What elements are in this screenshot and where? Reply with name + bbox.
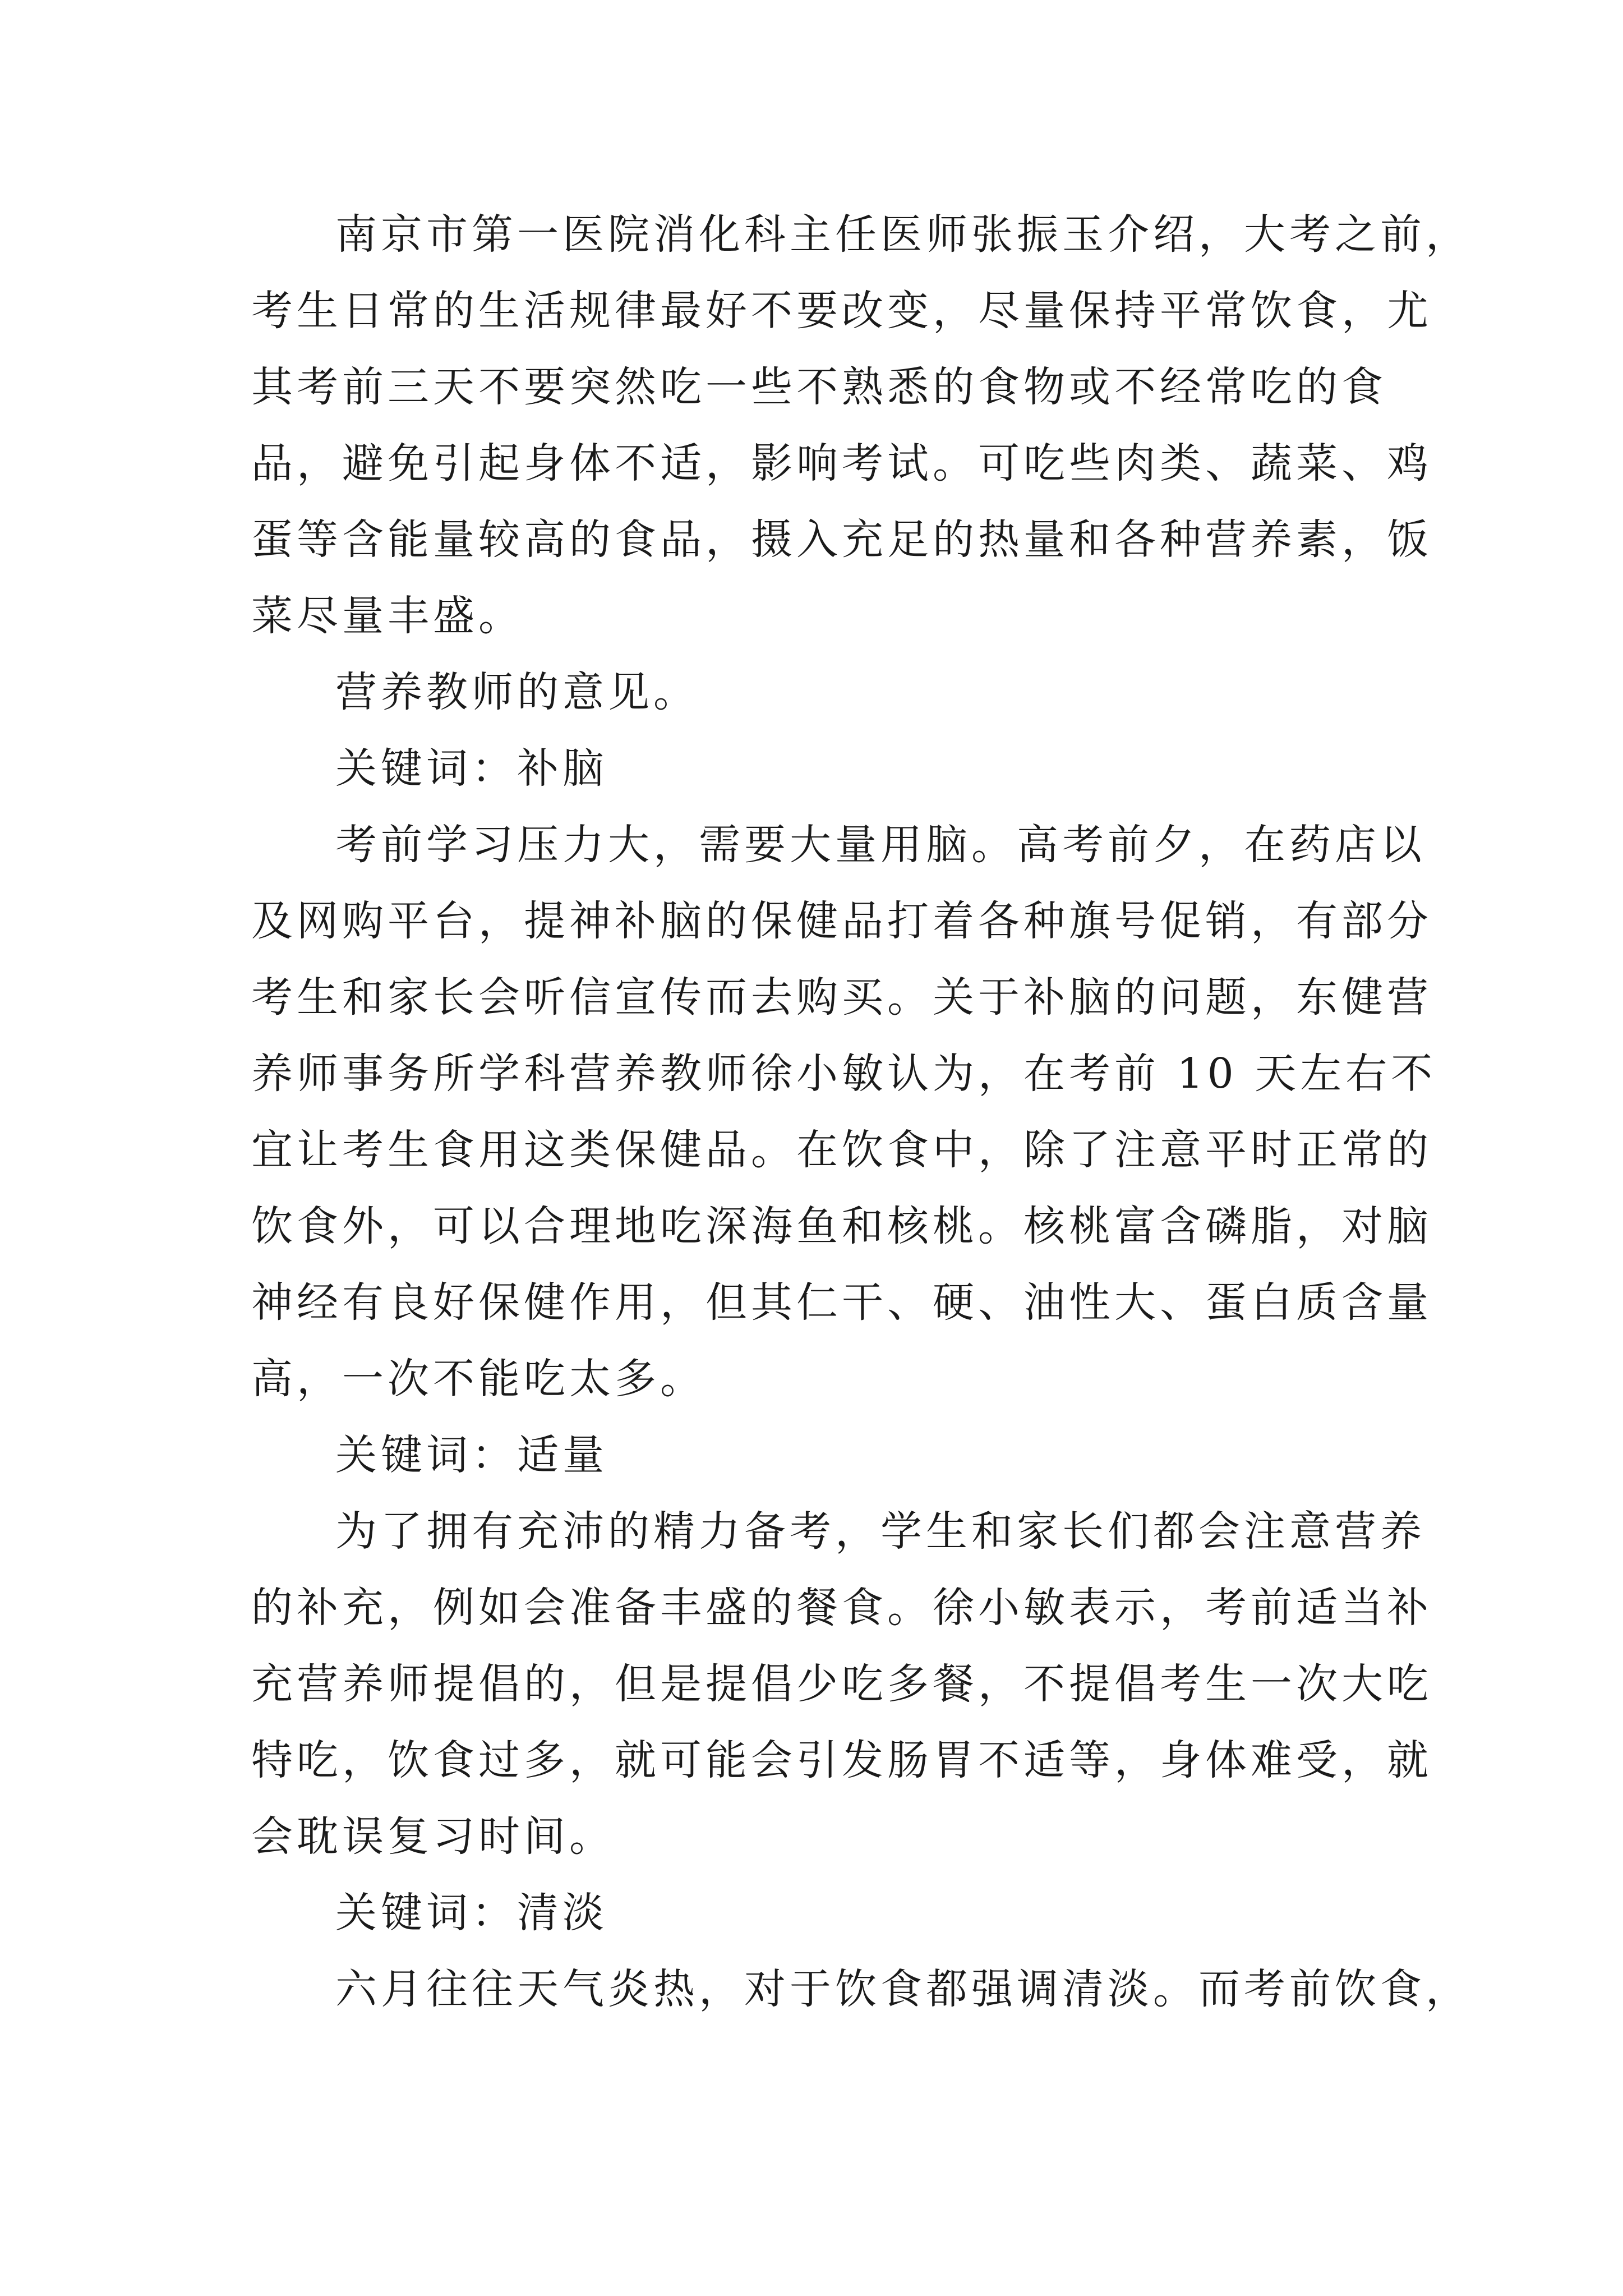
text-line: 蛋等含能量较高的食品，摄入充足的热量和各种营养素，饭 <box>251 516 1432 564</box>
text-line: 品，避免引起身体不适，影响考试。可吃些肉类、蔬菜、鸡 <box>251 439 1432 487</box>
text-line: 六月往往天气炎热，对于饮食都强调清淡。而考前饮食， <box>335 1965 1471 2013</box>
keyword-heading: 关键词：清淡 <box>335 1889 608 1937</box>
text-line: 考生日常的生活规律最好不要改变，尽量保持平常饮食，尤 <box>251 287 1432 335</box>
text-line: 饮食外，可以合理地吃深海鱼和核桃。核桃富含磷脂，对脑 <box>251 1202 1432 1250</box>
text-line: 高，一次不能吃太多。 <box>251 1355 706 1403</box>
text-line: 会耽误复习时间。 <box>251 1812 615 1861</box>
text-line: 神经有良好保健作用，但其仁干、硬、油性大、蛋白质含量 <box>251 1278 1432 1327</box>
text-line: 考生和家长会听信宣传而去购买。关于补脑的问题，东健营 <box>251 973 1432 1022</box>
section-heading: 营养教师的意见。 <box>335 668 699 716</box>
text-line: 的补充，例如会准备丰盛的餐食。徐小敏表示，考前适当补 <box>251 1584 1432 1632</box>
text-line: 宜让考生食用这类保健品。在饮食中，除了注意平时正常的 <box>251 1126 1432 1174</box>
text-line: 其考前三天不要突然吃一些不熟悉的食物或不经常吃的食 <box>251 363 1387 411</box>
article-body <box>251 196 1471 2027</box>
text-line: 菜尽量丰盛。 <box>251 592 524 640</box>
keyword-heading: 关键词：补脑 <box>335 744 608 793</box>
text-line: 特吃，饮食过多，就可能会引发肠胃不适等，身体难受，就 <box>251 1736 1432 1784</box>
text-line: 考前学习压力大，需要大量用脑。高考前夕，在药店以 <box>335 821 1426 869</box>
text-line: 及网购平台，提神补脑的保健品打着各种旗号促销，有部分 <box>251 897 1432 945</box>
text-line: 养师事务所学科营养教师徐小敏认为，在考前 10 天左右不 <box>251 1050 1437 1098</box>
text-line: 南京市第一医院消化科主任医师张振玉介绍，大考之前， <box>335 210 1471 259</box>
text-line: 为了拥有充沛的精力备考，学生和家长们都会注意营养 <box>335 1507 1426 1556</box>
text-line: 充营养师提倡的，但是提倡少吃多餐，不提倡考生一次大吃 <box>251 1660 1432 1708</box>
keyword-heading: 关键词：适量 <box>335 1431 608 1479</box>
